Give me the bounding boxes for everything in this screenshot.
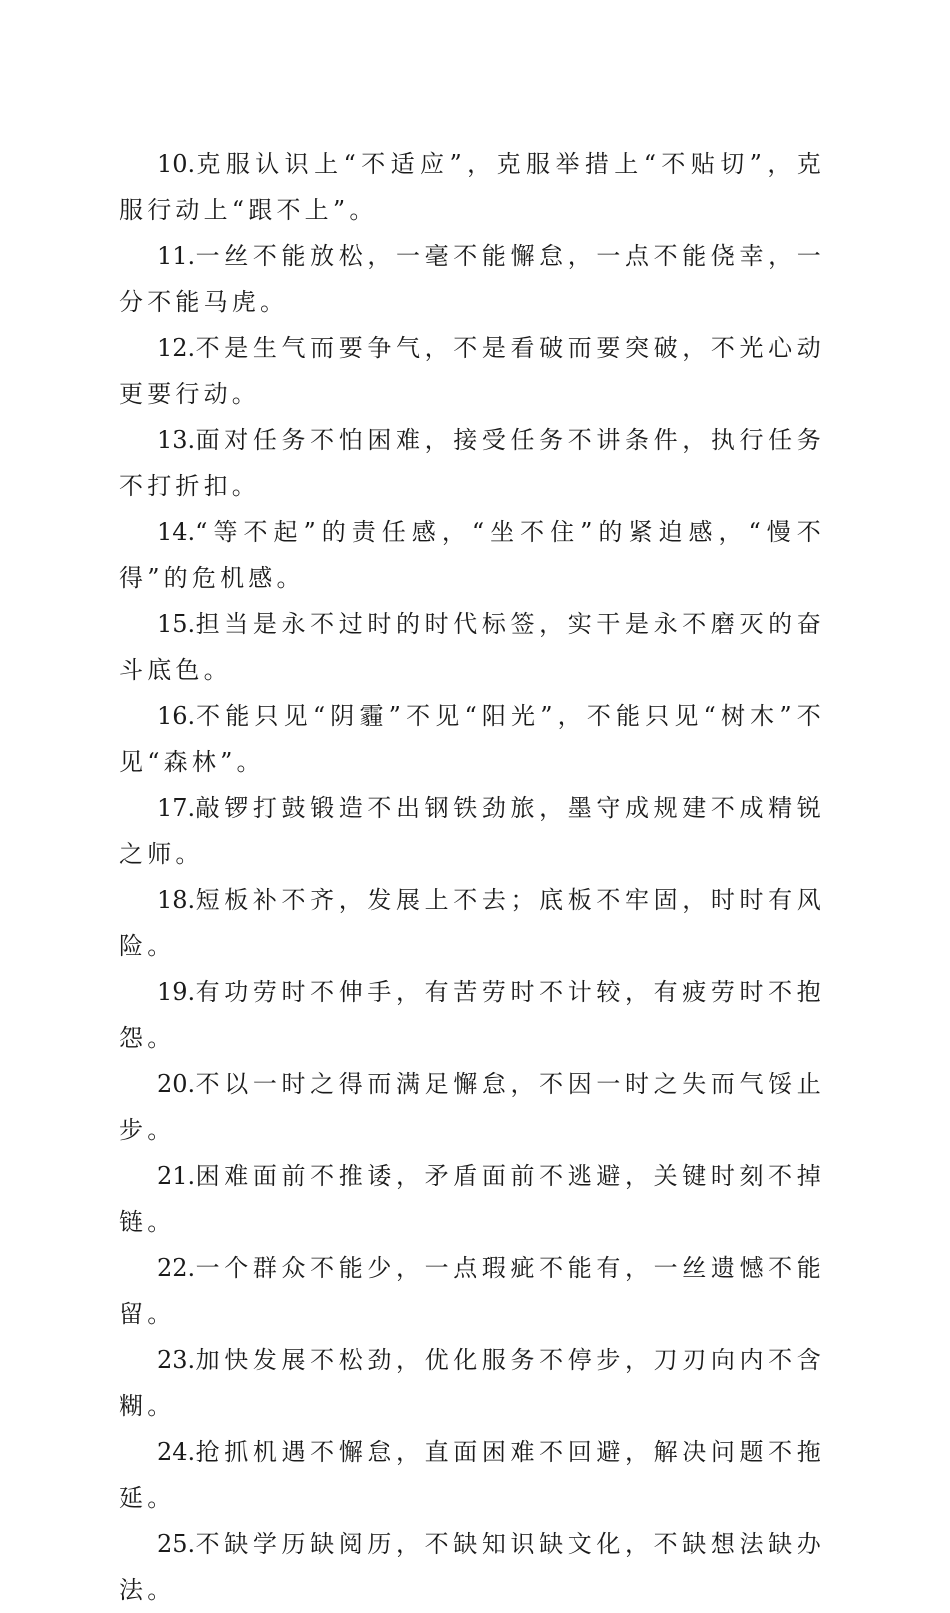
item-number: 24. [157,1438,196,1466]
item-number: 25. [157,1530,196,1558]
item-number: 18. [157,886,196,914]
item-text: 担当是永不过时的时代标签，实干是永不磨灭的奋斗底色。 [119,610,825,684]
item-text: “等不起”的责任感，“坐不住”的紧迫感，“慢不得”的危机感。 [119,518,825,592]
item-number: 16. [157,702,196,730]
list-item [119,1521,825,1613]
item-text: 一个群众不能少，一点瑕疵不能有，一丝遗憾不能留。 [119,1254,825,1328]
list-item [119,1061,825,1153]
item-text: 加快发展不松劲，优化服务不停步，刀刃向内不含糊。 [119,1346,825,1420]
item-number: 19. [157,978,196,1006]
item-text: 有功劳时不伸手，有苦劳时不计较，有疲劳时不抱怨。 [119,978,825,1052]
list-item [119,1153,825,1245]
item-number: 17. [157,794,196,822]
item-text: 克服认识上“不适应”，克服举措上“不贴切”，克服行动上“跟不上”。 [119,150,825,224]
item-text: 敲锣打鼓锻造不出钢铁劲旅，墨守成规建不成精锐之师。 [119,794,825,868]
list-item [119,233,825,325]
list-item [119,141,825,233]
list-item [119,1245,825,1337]
list-item [119,601,825,693]
item-text: 困难面前不推诿，矛盾面前不逃避，关键时刻不掉链。 [119,1162,825,1236]
item-text: 不能只见“阴霾”不见“阳光”，不能只见“树木”不见“森林”。 [119,702,825,776]
item-number: 23. [157,1346,196,1374]
item-text: 面对任务不怕困难，接受任务不讲条件，执行任务不打折扣。 [119,426,825,500]
item-number: 13. [157,426,196,454]
list-item [119,1337,825,1429]
item-text: 不缺学历缺阅历，不缺知识缺文化，不缺想法缺办法。 [119,1530,825,1604]
document-body [119,141,825,1613]
item-number: 22. [157,1254,196,1282]
item-number: 21. [157,1162,196,1190]
list-item [119,877,825,969]
list-item [119,693,825,785]
item-text: 不以一时之得而满足懈怠，不因一时之失而气馁止步。 [119,1070,825,1144]
item-text: 抢抓机遇不懈怠，直面困难不回避，解决问题不拖延。 [119,1438,825,1512]
list-item [119,785,825,877]
item-number: 14. [157,518,196,546]
list-item [119,509,825,601]
item-number: 12. [157,334,196,362]
item-number: 15. [157,610,196,638]
list-item [119,417,825,509]
list-item [119,325,825,417]
list-item [119,1429,825,1521]
item-number: 11. [157,242,196,270]
list-item [119,969,825,1061]
item-number: 10. [157,150,196,178]
item-text: 不是生气而要争气，不是看破而要突破，不光心动更要行动。 [119,334,825,408]
item-text: 短板补不齐，发展上不去；底板不牢固，时时有风险。 [119,886,825,960]
item-text: 一丝不能放松，一毫不能懈怠，一点不能侥幸，一分不能马虎。 [119,242,825,316]
item-number: 20. [157,1070,196,1098]
